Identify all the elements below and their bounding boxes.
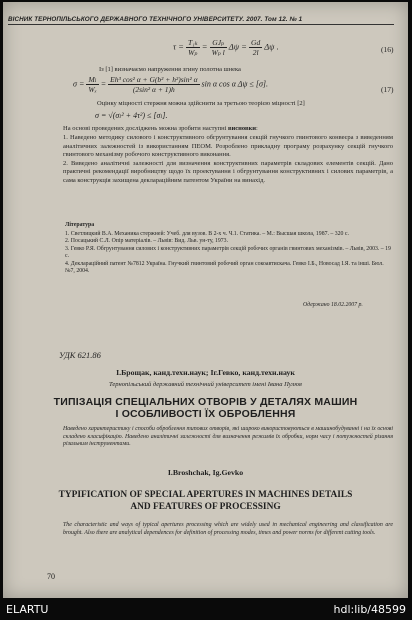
footer-repository-label: ELARTU xyxy=(6,603,49,616)
authors-en: I.Broshchak, Ig.Gevko xyxy=(167,468,244,477)
conclusions-intro: На основі проведених досліджень можна зробити наступні висновки: xyxy=(63,125,258,132)
footer-bar xyxy=(0,600,412,620)
literature-list xyxy=(65,231,393,275)
abstract-en: The characteristic and ways of typical apertures processing which are widely used in mechanical engineering and classification are brought. Also there are analytical dependences for definition of processing modes, times and power norms for different cutting tools. xyxy=(63,522,393,536)
literature-item: 4. Деклараційний патент №7812 Україна. Гнучкий гвинтовий робочий орган сокоавтискача. Гевко І.Б., Новосад І.Я. та інші. Бюл.№7, 2004. xyxy=(65,260,384,275)
abstract-uk: Наведено характеристику і способи оброблення типових отворів, які широко використовуються в машинобудуванні і на їх основі складено класифікацію. Наведено аналітичні залежності для визначення режимів їх обробки, норм часу і потужностей різання різальним інструментами. xyxy=(63,426,393,448)
footer-handle-label: hdl:lib/48599 xyxy=(333,603,406,616)
literature-item: 2. Посацький С.Л. Опір матеріалів. – Львів: Вид. Льв. ун-ту, 1973. xyxy=(65,238,229,245)
literature-item: 3. Гевко Р.Я. Обгрунтування силових і конструктивних параметрів секцій робочих органів гвинтових механізмів. – Львів, 2003. – 19 с. xyxy=(65,245,391,260)
journal-header: ВІСНИК ТЕРНОПІЛЬСЬКОГО ДЕРЖАВНОГО ТЕХНІЧНОГО УНІВЕРСИТЕТУ. 2007. Том 12. № 1 xyxy=(8,16,394,25)
eq16-fraction-3: $\frac{Gd}{2l}$ xyxy=(251,38,261,57)
equation-16-number: (16) xyxy=(381,45,394,54)
eq16-fraction-1: $\frac{\text{T₁ₖ}}{\text{Wₚ}}$ xyxy=(188,38,198,57)
title-uk: ТИПІЗАЦІЯ СПЕЦІАЛЬНИХ ОТВОРІВ У ДЕТАЛЯХ МАШИН І ОСОБЛИВОСТІ ЇХ ОБРОБЛЕННЯ xyxy=(53,396,358,420)
conclusion-item: 2. Виведено аналітичні залежності для визначення конструктивних параметрів складових елементів секцій. Дано практичні рекомендації виробництву щодо їх проектування і обгрунтування конструктивних і силових параметрів, а сама конструкція захищена деклараційним патентом України на винахід. xyxy=(63,159,393,184)
intro-line: Із [1] визначаємо напруження згину полотна шнека xyxy=(99,66,241,73)
equation-16: τ = $\frac{\text{T₁ₖ}}{\text{Wₚ}}$ = $\frac{\text{GJₚ}}{\text{Wₚ l}}$ Δψ = $\frac{Gd}{2l}$ Δψ . xyxy=(173,38,279,57)
equation-17: σ = $\frac{\text{Mₗ}}{\text{Wₓ}}$ = $\frac{\text{Eh³ cos² α + G(b² + h²)sin² α}}{\text{(2sin² α + 1)h}}$ sin α cos α Δψ ≤ [σ]. xyxy=(73,75,268,94)
page-number: 70 xyxy=(47,572,55,581)
authors-uk: І.Брощак, канд.техн.наук; Іг.Гевко, канд.техн.наук xyxy=(116,368,295,377)
literature-heading: Література xyxy=(65,222,95,228)
document-page xyxy=(3,2,408,598)
affiliation: Тернопільський державний технічний університет імені Івана Пулюя xyxy=(109,381,302,388)
conclusion-item: 1. Наведено методику силового і конструктивного обгрунтування секцій гнучкого гвинтового конвеєра з виведенням аналітичних залежностей із використанням ПЕОМ. Розроблено прикладну програму розрахунку секцій гнучкого гвинтового механізму робочого конструктивного виконання. xyxy=(63,134,393,159)
conclusions-list xyxy=(63,134,393,186)
eq16-lhs: τ xyxy=(173,41,177,52)
literature-item: 1. Светлицкий В.А. Механика стержней: Учеб. для вузов. В 2-х ч. Ч.1. Статика. – М.: Высшая школа, 1987. – 320 с. xyxy=(65,231,349,237)
strength-equation: σ = √(σₗ² + 4τ²) ≤ [σₗ]. xyxy=(95,111,168,120)
title-en: TYPIFICATION OF SPECIAL APERTURES IN MACHINES DETAILS AND FEATURES OF PROCESSING xyxy=(58,490,353,512)
udc-code: УДК 621.86 xyxy=(59,350,101,360)
equation-17-number: (17) xyxy=(381,85,394,94)
strength-line: Оцінку міцності стержня можна здійснити за третьою теорією міцності [2] xyxy=(97,100,305,107)
received-date: Одержано 18.02.2007 р. xyxy=(303,302,363,308)
eq16-fraction-2: $\frac{\text{GJₚ}}{\text{Wₚ l}}$ xyxy=(211,38,225,57)
